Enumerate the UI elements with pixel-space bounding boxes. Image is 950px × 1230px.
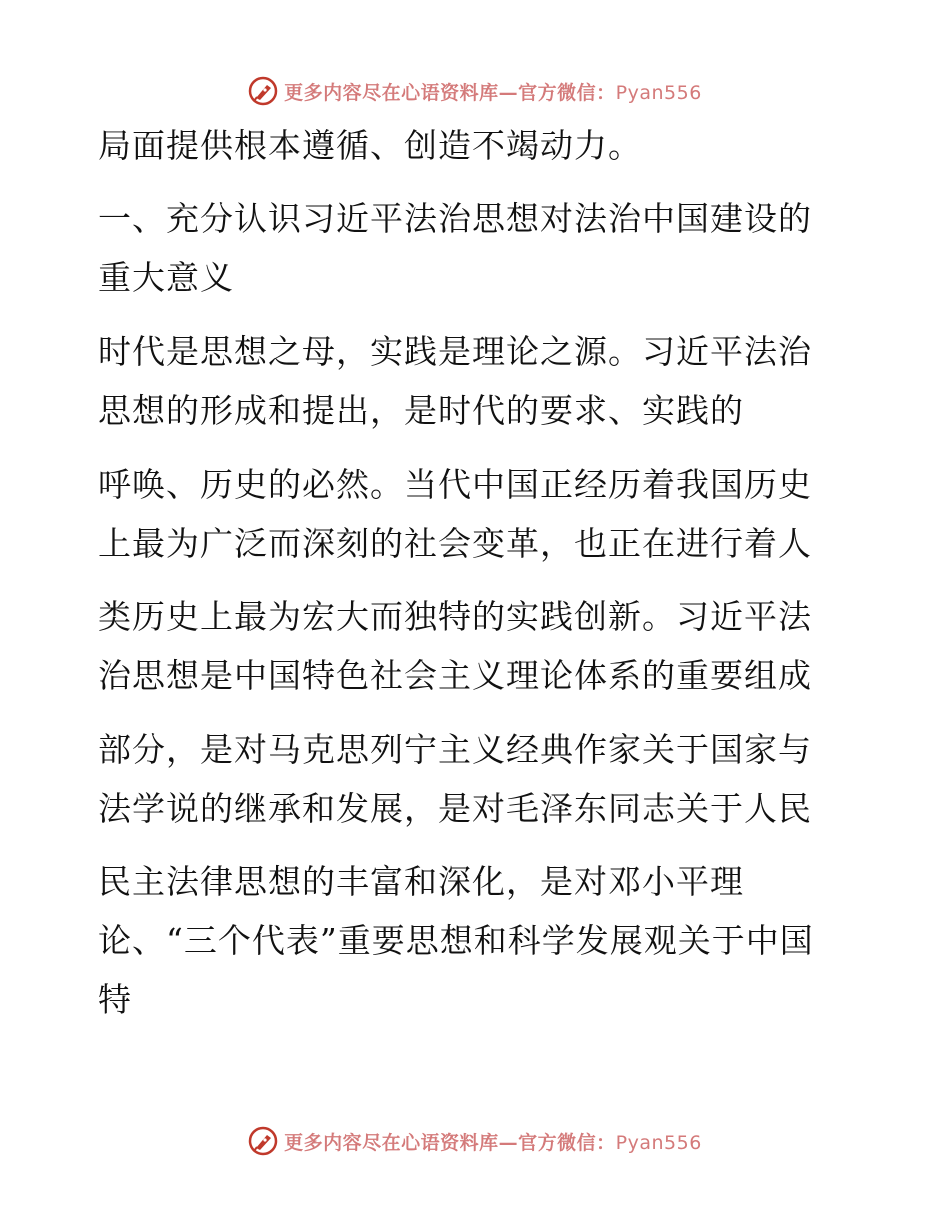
section-heading-line: 重大意义	[98, 258, 234, 297]
body-line: 论、“三个代表”重要思想和科学发展观关于中国	[98, 921, 814, 960]
body-line: 呼唤、历史的必然。当代中国正经历着我国历史	[98, 465, 812, 504]
body-line: 法学说的继承和发展，是对毛泽东同志关于人民	[98, 789, 812, 828]
body-line: 特	[98, 980, 132, 1019]
body-line: 时代是思想之母，实践是理论之源。习近平法治	[98, 332, 812, 371]
footer-watermark-banner	[0, 1121, 950, 1161]
header-wechat-id: Pyan556	[615, 81, 702, 104]
section-heading-line: 一、充分认识习近平法治思想对法治中国建设的	[98, 199, 812, 238]
body-line: 类历史上最为宏大而独特的实践创新。习近平法	[98, 597, 812, 636]
header-watermark-text: 更多内容尽在心语资料库—官方微信：Pyan556	[284, 81, 702, 104]
body-line: 思想的形成和提出，是时代的要求、实践的	[98, 391, 744, 430]
body-line: 部分，是对马克思列宁主义经典作家关于国家与	[98, 730, 812, 769]
body-line: 上最为广泛而深刻的社会变革，也正在进行着人	[98, 524, 812, 563]
body-line: 治思想是中国特色社会主义理论体系的重要组成	[98, 656, 812, 695]
body-line: 局面提供根本遵循、创造不竭动力。	[98, 126, 642, 165]
footer-wechat-id: Pyan556	[615, 1131, 702, 1154]
pen-nib-logo-icon	[248, 1126, 278, 1156]
footer-watermark-text: 更多内容尽在心语资料库—官方微信：Pyan556	[284, 1131, 702, 1154]
body-line: 民主法律思想的丰富和深化，是对邓小平理	[98, 862, 744, 901]
